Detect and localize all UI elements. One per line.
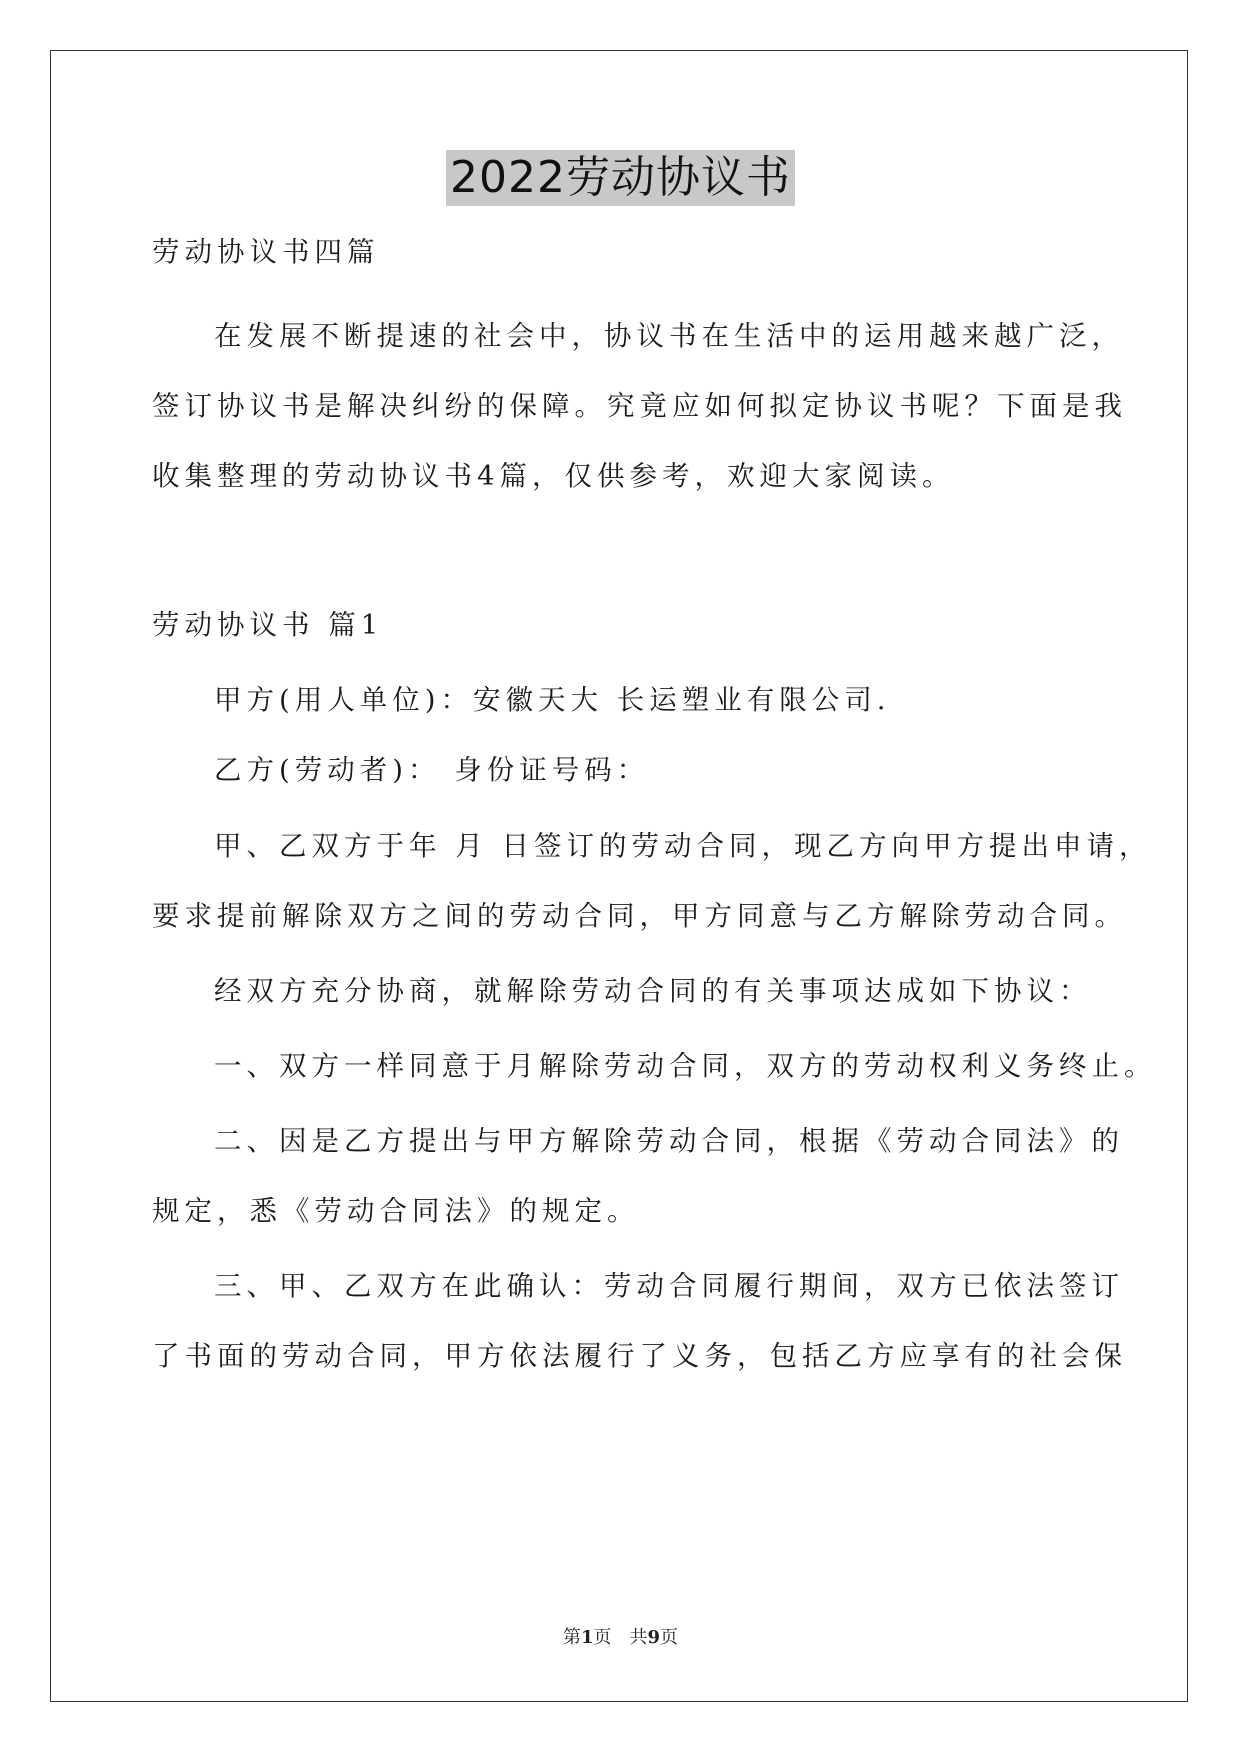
title-container bbox=[0, 150, 1241, 206]
paragraph-line: 签订协议书是解决纠纷的保障。究竟应如何拟定协议书呢？下面是我 bbox=[152, 390, 1127, 422]
page-border bbox=[50, 50, 1188, 1702]
document-title: 2022劳动协议书 bbox=[446, 150, 795, 206]
paragraph-line: 三、甲、乙双方在此确认：劳动合同履行期间，双方已依法签订 bbox=[214, 1270, 1124, 1302]
paragraph-line: 乙方(劳动者)： 身份证号码： bbox=[214, 754, 650, 786]
paragraph-line: 二、因是乙方提出与甲方解除劳动合同，根据《劳动合同法》的 bbox=[214, 1125, 1124, 1157]
page-prefix: 第 bbox=[562, 1627, 581, 1648]
page-number: 1 bbox=[580, 1627, 594, 1648]
section-heading: 劳动协议书 篇1 bbox=[152, 609, 384, 641]
paragraph-line: 甲方(用人单位)：安徽天大 长运塑业有限公司. bbox=[214, 684, 891, 716]
total-pages: 9 bbox=[647, 1627, 661, 1648]
total-prefix: 共 bbox=[629, 1627, 648, 1648]
paragraph-line: 经双方充分协商，就解除劳动合同的有关事项达成如下协议： bbox=[214, 975, 1092, 1007]
paragraph-line: 要求提前解除双方之间的劳动合同，甲方同意与乙方解除劳动合同。 bbox=[152, 900, 1127, 932]
total-suffix: 页 bbox=[660, 1627, 679, 1648]
paragraph-line: 规定，悉《劳动合同法》的规定。 bbox=[152, 1195, 640, 1227]
paragraph-line: 一、双方一样同意于月解除劳动合同，双方的劳动权利义务终止。 bbox=[214, 1050, 1157, 1082]
page-footer bbox=[0, 1626, 1241, 1650]
page-suffix: 页 bbox=[593, 1627, 612, 1648]
paragraph-line: 了书面的劳动合同，甲方依法履行了义务，包括乙方应享有的社会保 bbox=[152, 1340, 1127, 1372]
paragraph-line: 收集整理的劳动协议书4篇，仅供参考，欢迎大家阅读。 bbox=[152, 460, 955, 492]
paragraph-line: 甲、乙双方于年 月 日签订的劳动合同，现乙方向甲方提出申请， bbox=[214, 830, 1152, 862]
section-heading: 劳动协议书四篇 bbox=[152, 236, 380, 268]
paragraph-line: 在发展不断提速的社会中，协议书在生活中的运用越来越广泛， bbox=[214, 320, 1124, 352]
